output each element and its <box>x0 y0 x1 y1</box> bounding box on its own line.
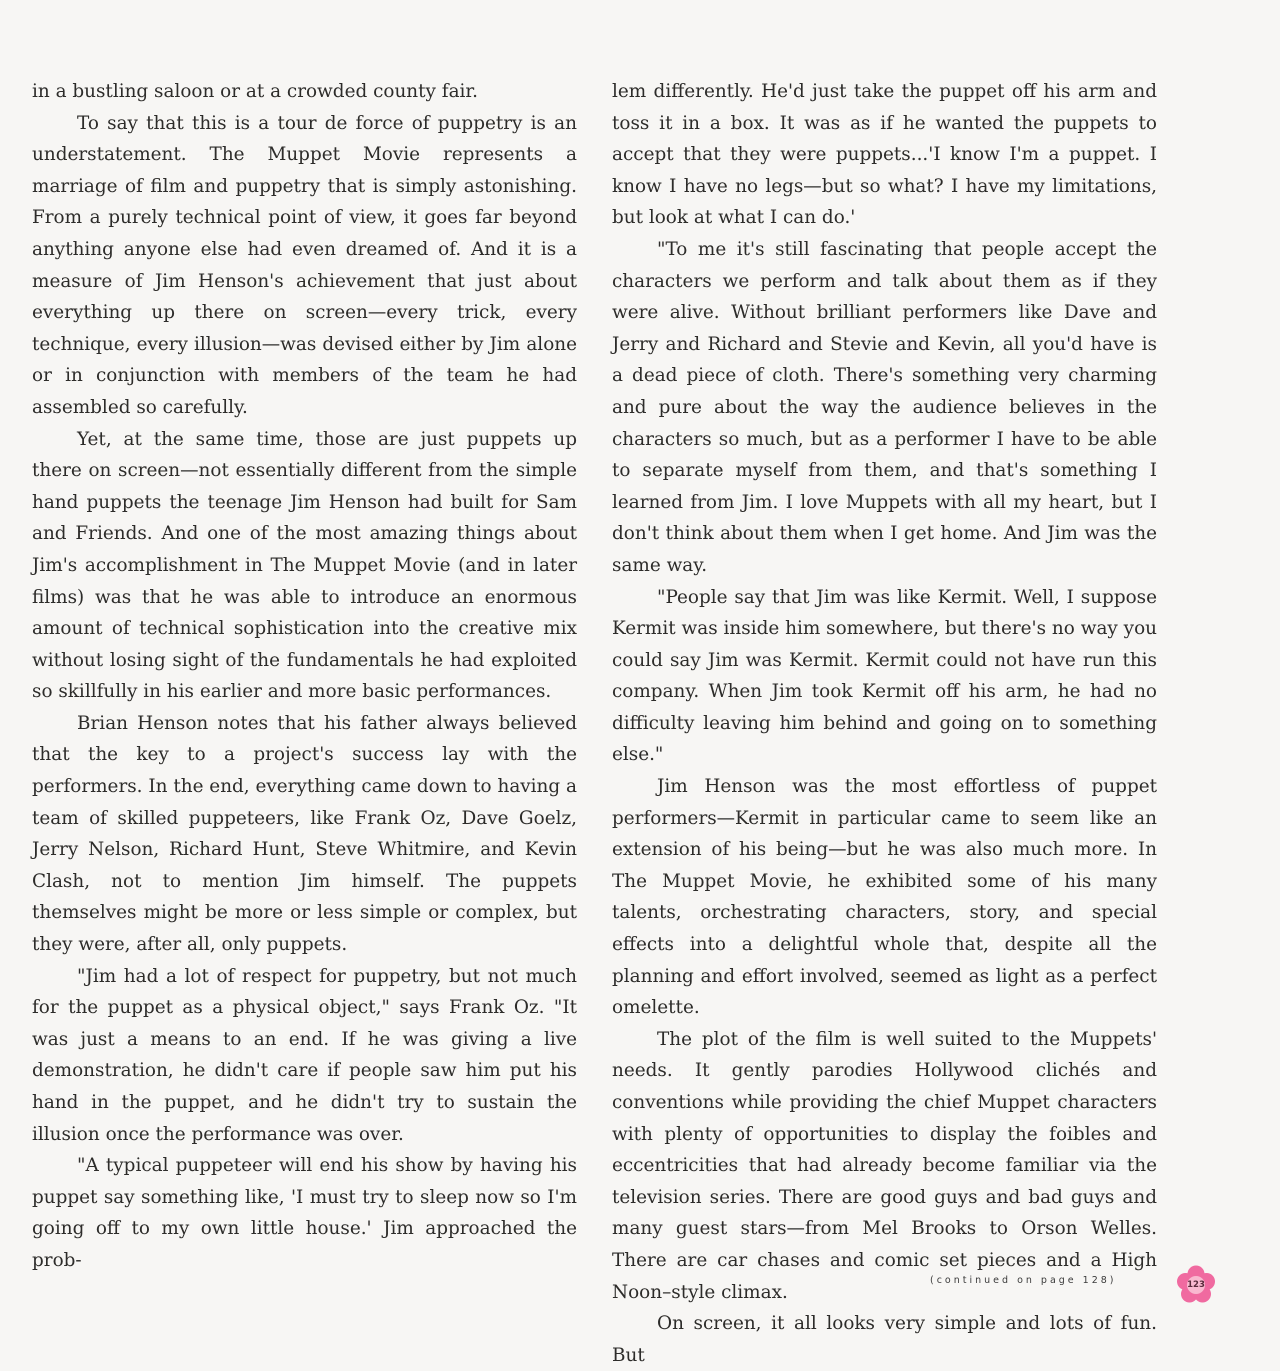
paragraph: "Jim had a lot of respect for puppetry, but not much for the puppet as a physical object," says Frank Oz. "It was just a means to an end. If he was giving a live demonstration, he didn't care if people saw him put his hand in the puppet, and he didn't try to sustain the illusion once the performance was over. <box>32 965 577 1145</box>
continued-note: (continued on page 128) <box>930 1275 1117 1286</box>
paragraph: Yet, at the same time, those are just puppets up there on screen—not essentially different from the simple hand puppets the teenage Jim Henson had built for Sam and Friends. And one of the most amazing things about Jim's accomplishment in The Muppet Movie (and in later films) was that he was able to introduce an enormous amount of technical sophistication into the creative mix without losing sight of the fundamentals he had exploited so skillfully in his earlier and more basic performances. <box>32 428 577 703</box>
paragraph: in a bustling saloon or at a crowded county fair. <box>32 81 479 102</box>
paragraph: lem differently. He'd just take the puppet off his arm and toss it in a box. It was as if he wanted the puppets to accept that they were puppets...'I know I'm a puppet. I know I have no legs—but so what? I have my limitations, but look at what I can do.' <box>612 81 1157 229</box>
paragraph: Jim Henson was the most effortless of puppet performers—Kermit in particular came to seem like an extension of his being—but he was also much more. In The Muppet Movie, he exhibited some of his many talents, orchestrating characters, story, and special effects into a delightful whole that, despite all the planning and effort involved, seemed as light as a perfect omelette. <box>612 776 1157 1019</box>
paragraph: Brian Henson notes that his father always believed that the key to a project's success lay with the performers. In the end, everything came down to having a team of skilled puppeteers, like Frank Oz, Dave Goelz, Jerry Nelson, Richard Hunt, Steve Whitmire, and Kevin Clash, not to mention Jim himself. The puppets themselves might be more or less simple or complex, but they were, after all, only puppets. <box>32 712 577 956</box>
page-number: 123 <box>1187 1280 1205 1290</box>
paragraph: "A typical puppeteer will end his show by having his puppet say something like, 'I must try to sleep now so I'm going off to my own little house.' Jim approached the prob- <box>32 1155 577 1271</box>
paragraph: The plot of the film is well suited to the Muppets' needs. It gently parodies Hollywood clichés and conventions while providing the chief Muppet characters with plenty of opportunities to display the foibles and eccentricities that had already become familiar via the television series. There are good guys and bad guys and many guest stars—from Mel Brooks to Orson Welles. There are car chases and comic set pieces and a High Noon–style climax. <box>612 1028 1157 1303</box>
paragraph: "To me it's still fascinating that people accept the characters we perform and talk about them as if they were alive. Without brilliant performers like Dave and Jerry and Richard and Stevie and Kevin, all you'd have is a dead piece of cloth. There's something very charming and pure about the way the audience believes in the characters so much, but as a performer I have to be able to separate myself from them, and that's something I learned from Jim. I love Muppets with all my heart, but I don't think about them when I get home. And Jim was the same way. <box>612 238 1157 576</box>
right-text-column <box>612 76 1157 1371</box>
paragraph: "People say that Jim was like Kermit. Well, I suppose Kermit was inside him somewhere, but there's no way you could say Jim was Kermit. Kermit could not have run this company. When Jim took Kermit off his arm, he had no difficulty leaving him behind and going on to something else." <box>612 586 1157 766</box>
left-text-column <box>32 76 577 1277</box>
paragraph: To say that this is a tour de force of puppetry is an understatement. The Muppet Movie represents a marriage of film and puppetry that is simply astonishing. From a purely technical point of view, it goes far beyond anything anyone else had even dreamed of. And it is a measure of Jim Henson's achievement that just about everything up there on screen—every trick, every technique, every illusion—was devised either by Jim alone or in conjunction with members of the team he had assembled so carefully. <box>32 112 577 418</box>
paragraph: On screen, it all looks very simple and lots of fun. But <box>612 1313 1157 1366</box>
